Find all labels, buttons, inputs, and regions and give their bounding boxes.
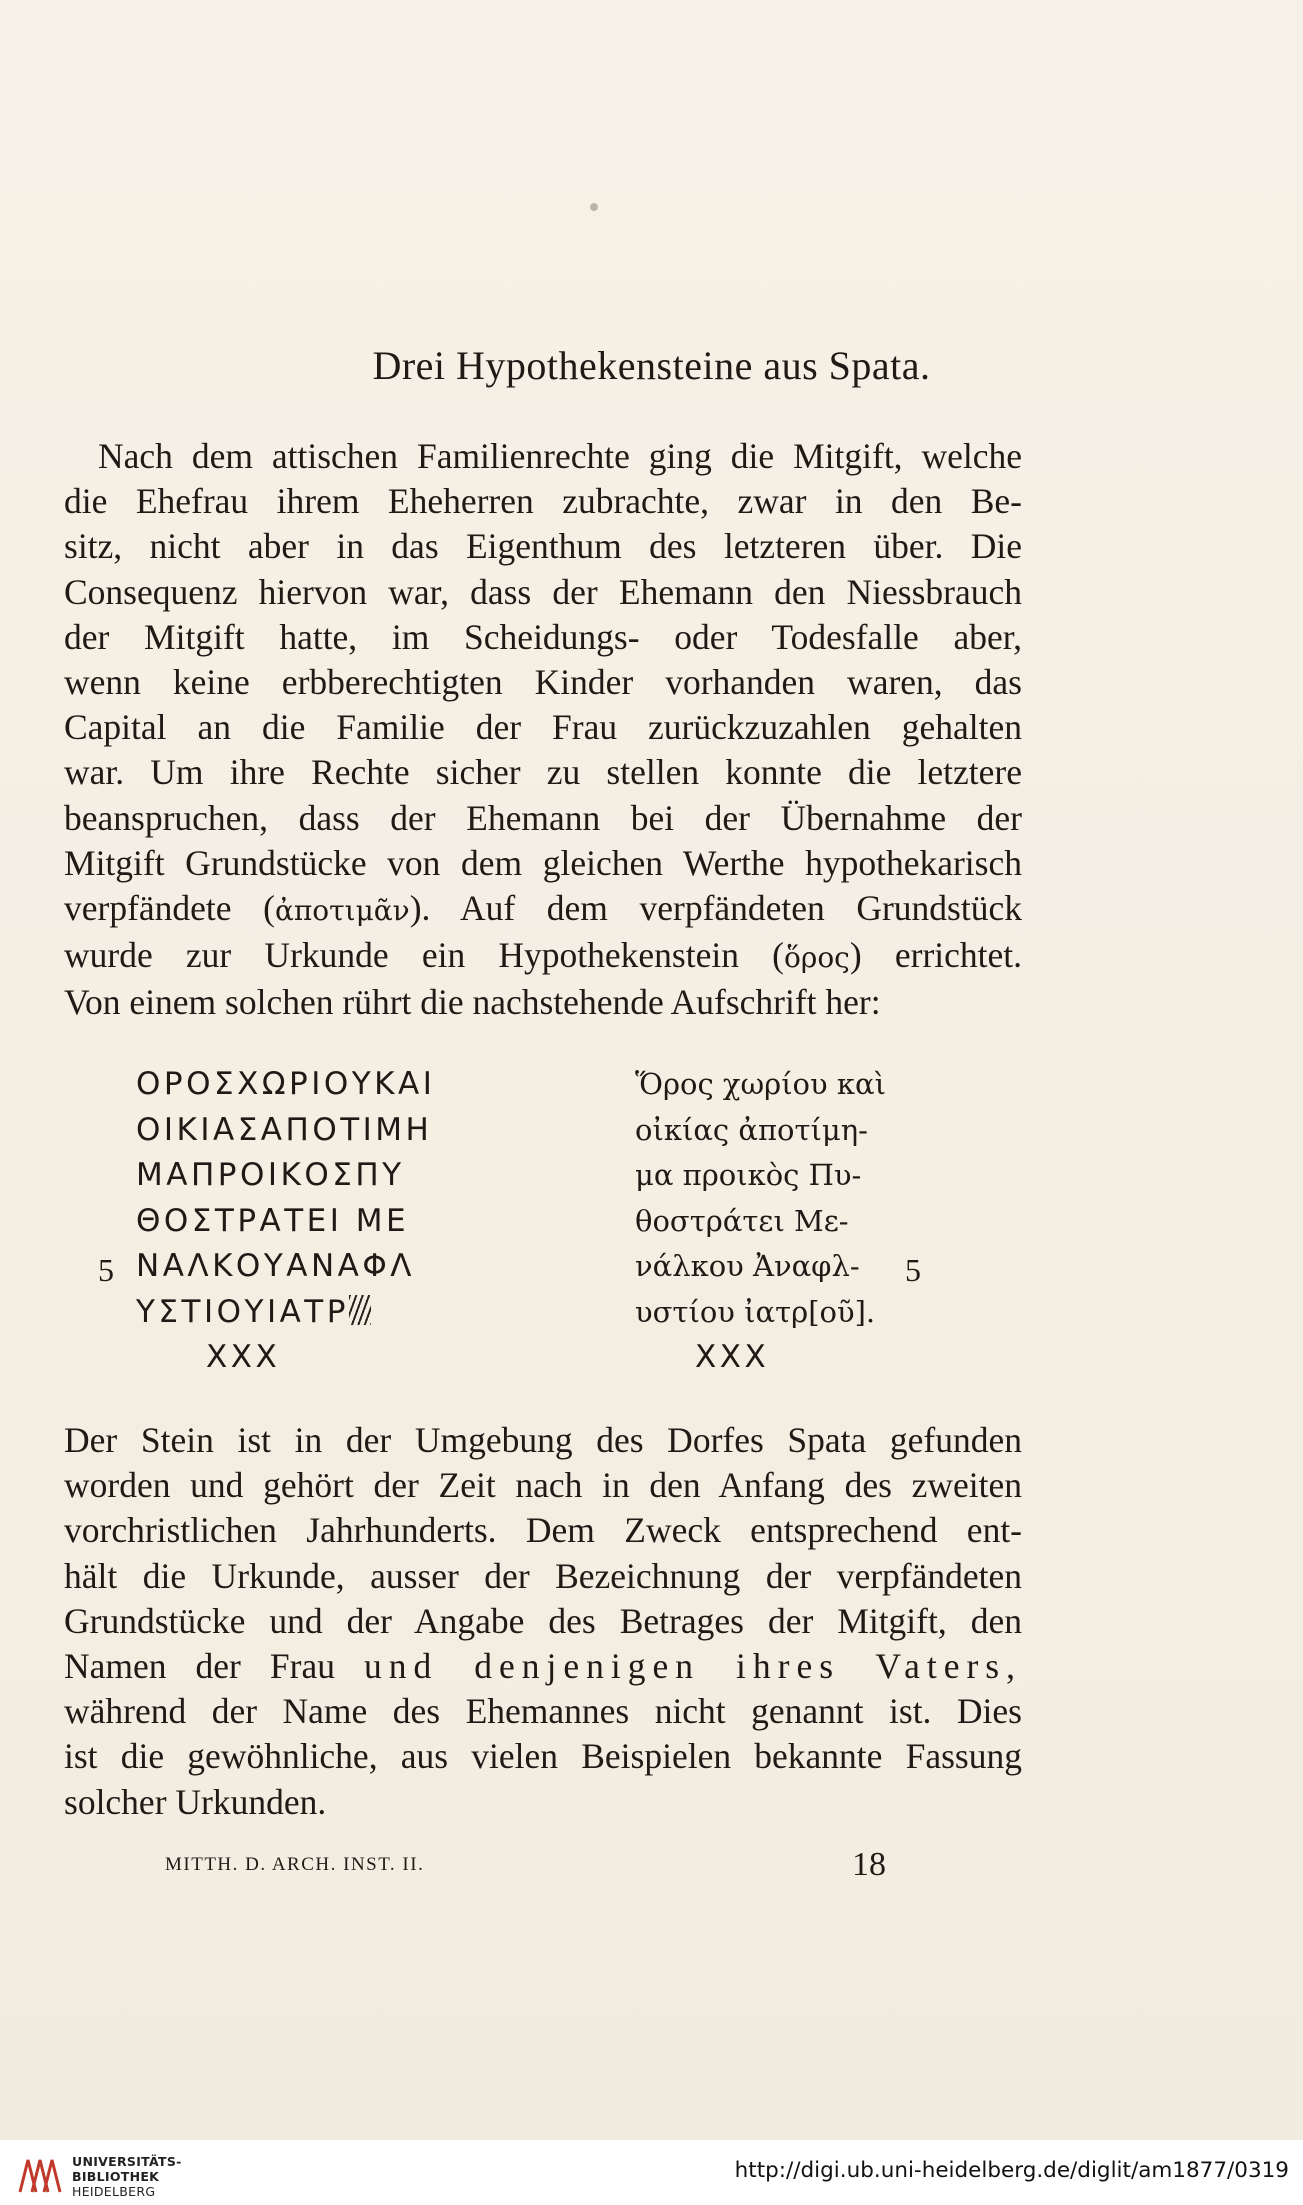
library-line: HEIDELBERG bbox=[72, 2184, 156, 2199]
text-line: beanspruchen, dass der Ehemann bei der Übernahme der bbox=[64, 797, 1022, 838]
text-line bbox=[64, 933, 1022, 980]
greek-word: ὅρος bbox=[784, 941, 850, 975]
text-line bbox=[64, 886, 1022, 933]
text-line: worden und gehört der Zeit nach in den Anfang des zweiten bbox=[64, 1465, 1022, 1506]
greek-word: ἀποτιμᾶν bbox=[274, 894, 410, 928]
library-line: BIBLIOTHEK bbox=[72, 2169, 160, 2184]
library-name bbox=[72, 2154, 182, 2199]
inscription-line: ΧΧΧ bbox=[206, 1339, 281, 1375]
inscription-line: ΜΑΠΡΟΙΚΟΣΠΥ bbox=[136, 1157, 405, 1193]
inscription-text: ΥΣΤΙΟΥΙΑΤΡ bbox=[136, 1293, 349, 1330]
transcription-line: νάλκου Ἀναφλ- bbox=[635, 1249, 860, 1283]
library-logo-icon bbox=[14, 2152, 64, 2198]
sheet-number: 18 bbox=[852, 1846, 886, 1883]
text-line bbox=[64, 1644, 1022, 1689]
text-line: war. Um ihre Rechte sicher zu stellen konnte die letztere bbox=[64, 752, 1022, 793]
damaged-area-icon bbox=[349, 1295, 371, 1325]
text-line: Consequenz hiervon war, dass der Ehemann den Niessbrauch bbox=[64, 571, 1022, 612]
text-segment: Namen der Frau bbox=[64, 1646, 364, 1687]
transcription-line: θοστράτει Με- bbox=[635, 1203, 849, 1238]
text-line: Grundstücke und der Angabe des Betrages der Mitgift, den bbox=[64, 1600, 1022, 1641]
text-line: wenn keine erbberechtigten Kinder vorhanden waren, das bbox=[64, 662, 1022, 703]
text-line: Capital an die Familie der Frau zurückzuzahlen gehalten bbox=[64, 707, 1022, 748]
line-number-right: 5 bbox=[905, 1252, 921, 1288]
inscription-block bbox=[0, 1062, 1303, 1382]
text-segment: ) errichtet. bbox=[849, 935, 1023, 976]
text-line: Mitgift Grundstücke von dem gleichen Werthe hypothekarisch bbox=[64, 842, 1022, 883]
inscription-line: ΘΟΣΤΡΑΤΕΙ ΜΕ bbox=[136, 1202, 410, 1239]
signature-mark: MITTH. D. ARCH. INST. II. bbox=[165, 1854, 425, 1875]
text-segment: verpfändete ( bbox=[64, 888, 275, 929]
spaced-emphasis: und denjenigen ihres Vaters, bbox=[363, 1646, 1022, 1687]
text-line: die Ehefrau ihrem Eheherren zubrachte, zwar in den Be- bbox=[64, 481, 1022, 522]
paragraph-1 bbox=[64, 434, 1022, 1026]
text-line: Nach dem attischen Familienrechte ging die Mitgift, welche bbox=[98, 436, 1022, 476]
text-segment: ). Auf dem verpfändeten Grundstück bbox=[409, 888, 1022, 929]
ink-speck bbox=[590, 203, 598, 211]
paragraph-2 bbox=[64, 1418, 1022, 1825]
text-segment: wurde zur Urkunde ein Hypothekenstein ( bbox=[64, 935, 784, 976]
inscription-line: ΝΑΛΚΟΥΑΝΑΦΛ bbox=[136, 1248, 415, 1284]
inscription-line: ΟΡΟΣΧΩΡΙΟΥΚΑΙ bbox=[136, 1066, 436, 1102]
text-line: hält die Urkunde, ausser der Bezeichnung der verpfändeten bbox=[64, 1555, 1022, 1596]
transcription-line: οἰκίας ἀποτίμη- bbox=[635, 1112, 868, 1147]
text-line: während der Name des Ehemannes nicht genannt ist. Dies bbox=[64, 1691, 1022, 1732]
inscription-line: ΟΙΚΙΑΣΑΠΟΤΙΜΗ bbox=[136, 1111, 433, 1148]
transcription-line: υστίου ἰατρ[οῦ]. bbox=[635, 1294, 876, 1329]
text-line: Der Stein ist in der Umgebung des Dorfes Spata gefunden bbox=[64, 1420, 1022, 1460]
transcription-line: ΧΧΧ bbox=[695, 1339, 770, 1375]
page-footer bbox=[0, 1848, 1303, 1888]
line-number-left: 5 bbox=[98, 1252, 114, 1288]
page-title: Drei Hypothekensteine aus Spata. bbox=[372, 343, 931, 388]
inscription-original bbox=[136, 1062, 435, 1381]
transcription-line: Ὅρος χωρίου καὶ bbox=[635, 1067, 886, 1101]
transcription-line: μα προικὸς Πυ- bbox=[635, 1158, 862, 1192]
text-line: ist die gewöhnliche, aus vielen Beispielen bekannte Fassung bbox=[64, 1736, 1022, 1777]
library-line: UNIVERSITÄTS- bbox=[72, 2154, 182, 2169]
text-line: vorchristlichen Jahrhunderts. Dem Zweck entsprechend ent- bbox=[64, 1510, 1022, 1551]
inscription-transcription bbox=[635, 1062, 886, 1381]
inscription-line bbox=[136, 1290, 435, 1336]
source-url-link[interactable]: http://digi.ub.uni-heidelberg.de/diglit/am1877/0319 bbox=[734, 2158, 1289, 2183]
text-line: Von einem solchen rührt die nachstehende Aufschrift her: bbox=[64, 982, 881, 1023]
text-line: solcher Urkunden. bbox=[64, 1781, 327, 1822]
text-line: sitz, nicht aber in das Eigenthum des letzteren über. Die bbox=[64, 526, 1022, 567]
text-line: der Mitgift hatte, im Scheidungs- oder Todesfalle aber, bbox=[64, 616, 1022, 657]
